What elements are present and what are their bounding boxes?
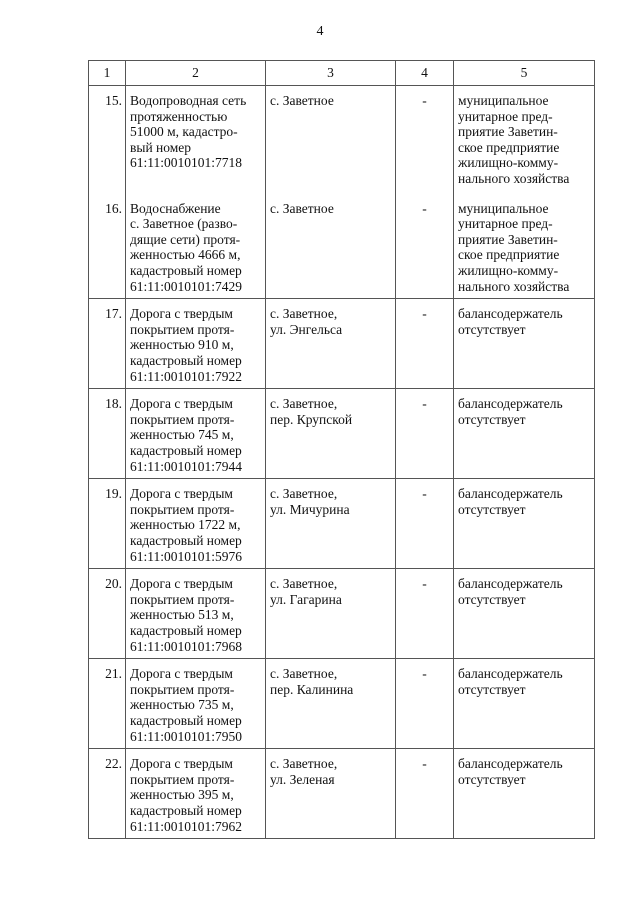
header-col-4: 4 (396, 61, 454, 86)
balance-holder-line: унитарное пред- (458, 108, 553, 124)
object-name-line: кадастровый номер (130, 802, 242, 818)
object-address (266, 749, 396, 839)
table-body (89, 86, 595, 839)
row-number: 17. (89, 299, 126, 389)
balance-holder (454, 299, 595, 389)
object-address-line: с. Заветное (270, 200, 334, 216)
row-number: 20. (89, 569, 126, 659)
object-name-line: покрытием протя- (130, 501, 235, 517)
object-name-line: Водоснабжение (130, 200, 221, 216)
header-col-1: 1 (89, 61, 126, 86)
object-name-line: Дорога с твердым (130, 396, 233, 412)
object-name-line: кадастровый номер (130, 712, 242, 728)
object-name-line: вый номер (130, 139, 192, 155)
object-name (126, 86, 266, 191)
object-address-line: с. Заветное, (270, 756, 338, 772)
object-name-line: с. Заветное (разво- (130, 216, 238, 232)
balance-holder-line: жилищно-комму- (458, 262, 559, 278)
object-address-line: ул. Зеленая (270, 771, 335, 787)
object-name-line: покрытием протя- (130, 321, 235, 337)
header-col-2: 2 (126, 61, 266, 86)
object-name-line: протяженностью (130, 108, 228, 124)
balance-holder-line: балансодержатель (458, 666, 563, 682)
object-address (266, 389, 396, 479)
balance-holder (454, 659, 595, 749)
balance-holder-line: приятие Заветин- (458, 124, 558, 140)
balance-holder-line: отсутствует (458, 501, 526, 517)
object-name (126, 191, 266, 299)
object-address (266, 299, 396, 389)
object-name-line: Дорога с твердым (130, 486, 233, 502)
balance-holder-line: жилищно-комму- (458, 155, 559, 171)
object-name-line: дящие сети) протя- (130, 231, 241, 247)
balance-holder-line: ское предприятие (458, 139, 560, 155)
object-name (126, 389, 266, 479)
table-row (89, 569, 595, 659)
table-row (89, 389, 595, 479)
object-name-line: 61:11:0010101:7429 (130, 278, 243, 294)
object-address (266, 479, 396, 569)
object-address-line: с. Заветное, (270, 306, 338, 322)
object-address-line: с. Заветное, (270, 396, 338, 412)
balance-holder (454, 86, 595, 191)
row-number: 22. (89, 749, 126, 839)
object-address (266, 659, 396, 749)
object-name-line: покрытием протя- (130, 411, 235, 427)
object-address (266, 86, 396, 191)
table-row (89, 191, 595, 299)
balance-holder-line: балансодержатель (458, 396, 563, 412)
col4-value: - (396, 299, 454, 389)
balance-holder (454, 389, 595, 479)
page-number: 4 (316, 24, 324, 39)
balance-holder-line: унитарное пред- (458, 216, 553, 232)
object-name-line: Дорога с твердым (130, 576, 233, 592)
object-address-line: пер. Крупской (270, 411, 353, 427)
header-col-5: 5 (454, 61, 595, 86)
header-col-3: 3 (266, 61, 396, 86)
object-name-line: Дорога с твердым (130, 306, 233, 322)
row-number: 18. (89, 389, 126, 479)
object-name-line: покрытием протя- (130, 771, 235, 787)
object-name-line: женностью 1722 м, (130, 517, 241, 533)
object-name-line: 61:11:0010101:7944 (130, 458, 243, 474)
object-address-line: ул. Энгельса (270, 321, 343, 337)
col4-value: - (396, 479, 454, 569)
balance-holder (454, 479, 595, 569)
object-name-line: кадастровый номер (130, 622, 242, 638)
balance-holder-line: нального хозяйства (458, 170, 570, 186)
object-name-line: 61:11:0010101:5976 (130, 548, 243, 564)
object-name (126, 749, 266, 839)
table-row (89, 749, 595, 839)
col4-value: - (396, 191, 454, 299)
object-name (126, 479, 266, 569)
balance-holder-line: балансодержатель (458, 756, 563, 772)
object-address-line: с. Заветное, (270, 486, 338, 502)
object-address-line: ул. Гагарина (270, 591, 342, 607)
balance-holder-line: отсутствует (458, 591, 526, 607)
object-address (266, 569, 396, 659)
object-address (266, 191, 396, 299)
object-name-line: женностью 513 м, (130, 607, 234, 623)
balance-holder-line: отсутствует (458, 411, 526, 427)
balance-holder-line: балансодержатель (458, 486, 563, 502)
table-header-row (89, 61, 595, 86)
balance-holder-line: нального хозяйства (458, 278, 570, 294)
col4-value: - (396, 659, 454, 749)
object-name-line: 61:11:0010101:7950 (130, 728, 243, 744)
object-name-line: кадастровый номер (130, 442, 242, 458)
object-name-line: 61:11:0010101:7962 (130, 818, 243, 834)
row-number: 15. (89, 86, 126, 191)
object-name-line: женностью 395 м, (130, 787, 234, 803)
balance-holder-line: отсутствует (458, 771, 526, 787)
row-number: 16. (89, 191, 126, 299)
balance-holder-line: ское предприятие (458, 247, 560, 263)
col4-value: - (396, 389, 454, 479)
object-address-line: пер. Калинина (270, 681, 354, 697)
object-name-line: кадастровый номер (130, 352, 242, 368)
object-name-line: Дорога с твердым (130, 666, 233, 682)
object-name-line: 51000 м, кадастро- (130, 124, 238, 140)
balance-holder (454, 569, 595, 659)
balance-holder-line: балансодержатель (458, 306, 563, 322)
object-name (126, 569, 266, 659)
object-name-line: кадастровый номер (130, 532, 242, 548)
object-name-line: 61:11:0010101:7968 (130, 638, 243, 654)
object-name-line: женностью 745 м, (130, 427, 234, 443)
table-row (89, 479, 595, 569)
property-table (88, 60, 595, 839)
object-name-line: покрытием протя- (130, 681, 235, 697)
balance-holder (454, 749, 595, 839)
col4-value: - (396, 569, 454, 659)
table-row (89, 659, 595, 749)
object-name-line: Водопроводная сеть (130, 93, 247, 108)
object-name-line: кадастровый номер (130, 262, 242, 278)
col4-value: - (396, 749, 454, 839)
balance-holder-line: приятие Заветин- (458, 231, 558, 247)
table-row (89, 86, 595, 191)
object-name (126, 299, 266, 389)
row-number: 21. (89, 659, 126, 749)
balance-holder-line: отсутствует (458, 321, 526, 337)
object-address-line: с. Заветное (270, 93, 334, 108)
object-name-line: женностью 4666 м, (130, 247, 241, 263)
object-address-line: с. Заветное, (270, 666, 338, 682)
object-name-line: покрытием протя- (130, 591, 235, 607)
table-row (89, 299, 595, 389)
object-name-line: 61:11:0010101:7922 (130, 368, 243, 384)
balance-holder (454, 191, 595, 299)
object-name-line: женностью 910 м, (130, 337, 234, 353)
balance-holder-line: муниципальное (458, 200, 549, 216)
object-name-line: 61:11:0010101:7718 (130, 155, 243, 171)
object-name-line: женностью 735 м, (130, 697, 234, 713)
balance-holder-line: отсутствует (458, 681, 526, 697)
object-address-line: с. Заветное, (270, 576, 338, 592)
col4-value: - (396, 86, 454, 191)
object-address-line: ул. Мичурина (270, 501, 350, 517)
object-name (126, 659, 266, 749)
object-name-line: Дорога с твердым (130, 756, 233, 772)
balance-holder-line: балансодержатель (458, 576, 563, 592)
row-number: 19. (89, 479, 126, 569)
balance-holder-line: муниципальное (458, 93, 549, 108)
